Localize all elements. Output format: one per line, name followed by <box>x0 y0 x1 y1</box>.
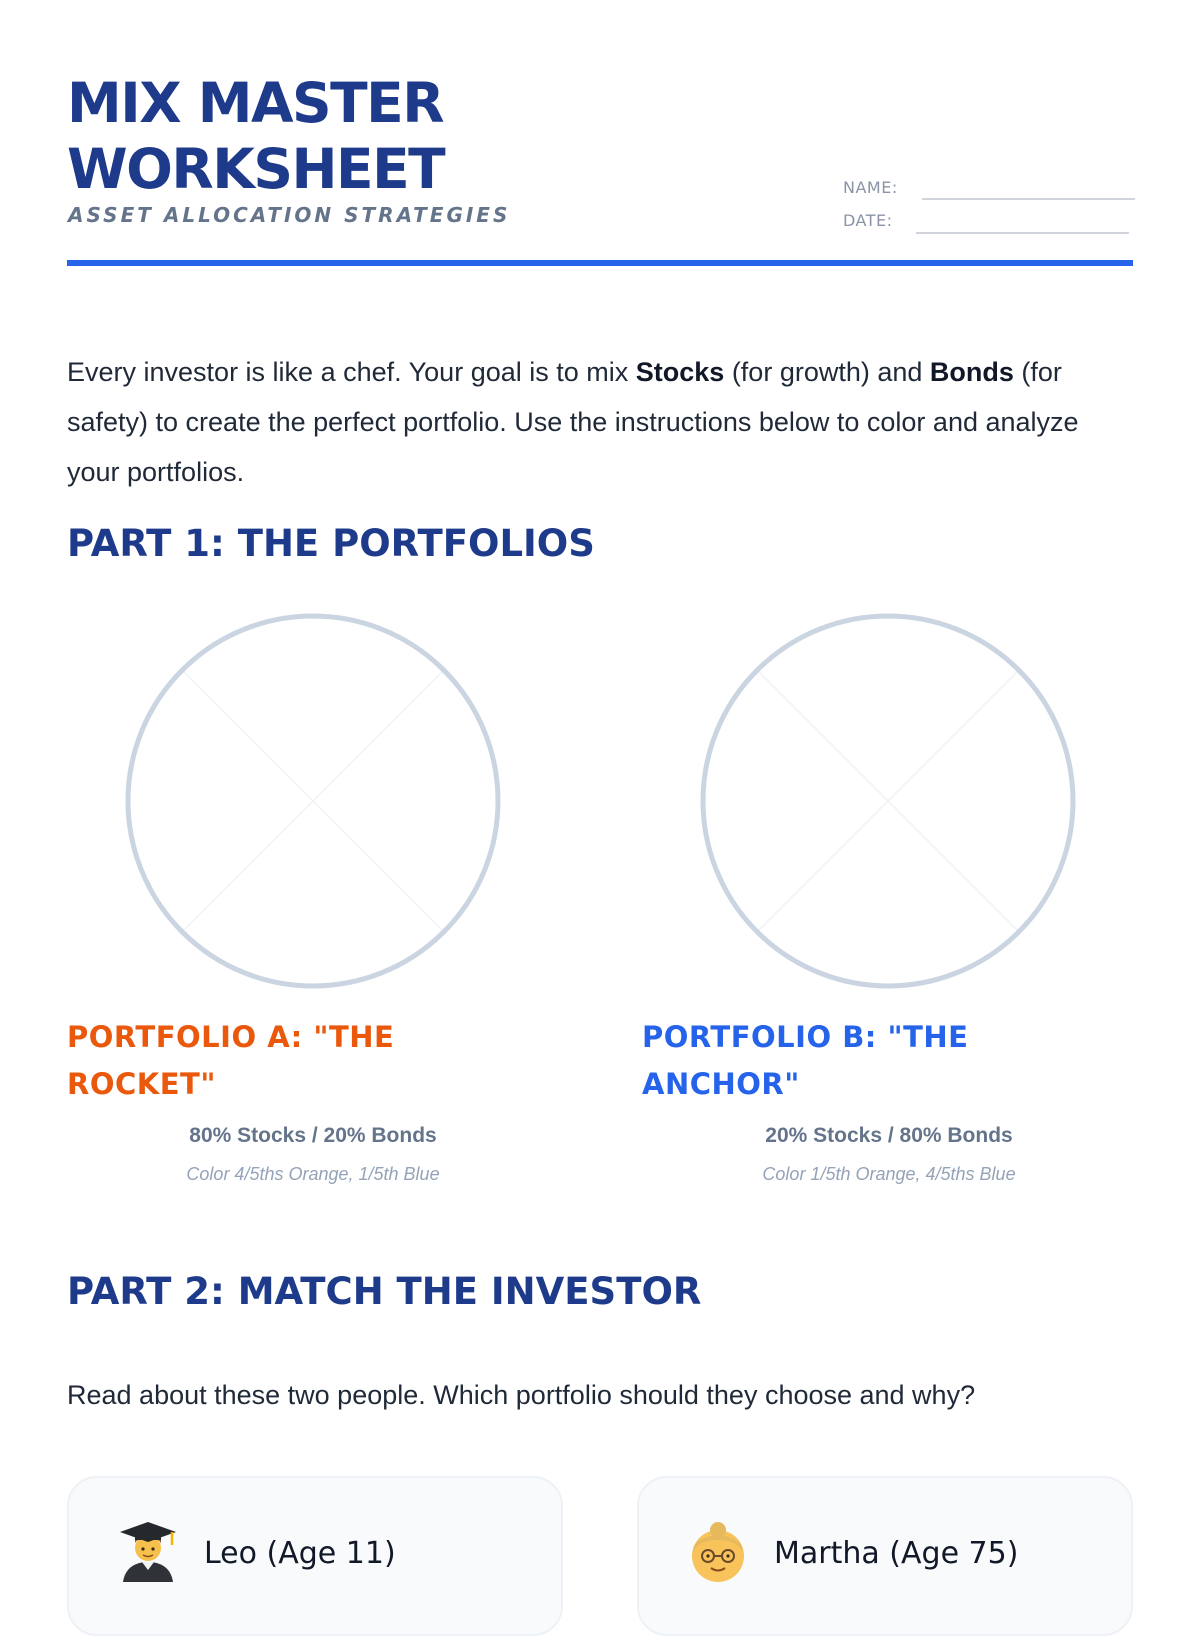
portfolio-a-title: PORTFOLIO A: "THE ROCKET" <box>67 1020 395 1101</box>
portfolio-a-instructions: Color 4/5ths Orange, 1/5th Blue <box>186 1164 440 1184</box>
header-divider <box>67 260 1133 266</box>
student-icon <box>117 1518 179 1588</box>
investor-card-leo <box>67 1476 563 1636</box>
investor-name: Leo (Age 11) <box>204 1536 396 1571</box>
part1-heading: PART 1: THE PORTFOLIOS <box>67 522 595 565</box>
portfolio-a-coloring-circle[interactable] <box>125 613 501 989</box>
intro-text-2: (for growth) and <box>724 357 930 387</box>
portfolio-b-mix: 20% Stocks / 80% Bonds <box>765 1124 1013 1147</box>
intro-paragraph <box>67 347 1137 497</box>
date-field[interactable] <box>916 232 1129 234</box>
portfolio-b-coloring-circle[interactable] <box>700 613 1076 989</box>
part2-heading: PART 2: MATCH THE INVESTOR <box>67 1270 702 1313</box>
part2-question: Read about these two people. Which portfolio should they choose and why? <box>67 1380 976 1410</box>
intro-bonds-term: Bonds <box>929 357 1014 387</box>
grandmother-icon <box>687 1518 749 1588</box>
portfolio-b-title: PORTFOLIO B: "THE ANCHOR" <box>642 1020 969 1101</box>
investor-card-martha <box>637 1476 1133 1636</box>
worksheet-subtitle: ASSET ALLOCATION STRATEGIES <box>68 203 511 227</box>
date-label: DATE: <box>843 211 893 230</box>
name-label: NAME: <box>843 178 898 197</box>
portfolio-a-mix: 80% Stocks / 20% Bonds <box>189 1124 437 1147</box>
intro-text-1: Every investor is like a chef. Your goal is to mix <box>67 357 636 387</box>
worksheet-title: MIX MASTER WORKSHEET <box>67 71 445 201</box>
investor-name: Martha (Age 75) <box>774 1536 1019 1571</box>
name-field[interactable] <box>922 198 1135 200</box>
portfolio-b-instructions: Color 1/5th Orange, 4/5ths Blue <box>762 1164 1016 1184</box>
intro-text-3: (for safety) to create the perfect portfolio. Use the instructions below to color and analyze your portfolios. <box>67 357 1079 487</box>
intro-stocks-term: Stocks <box>635 357 725 387</box>
